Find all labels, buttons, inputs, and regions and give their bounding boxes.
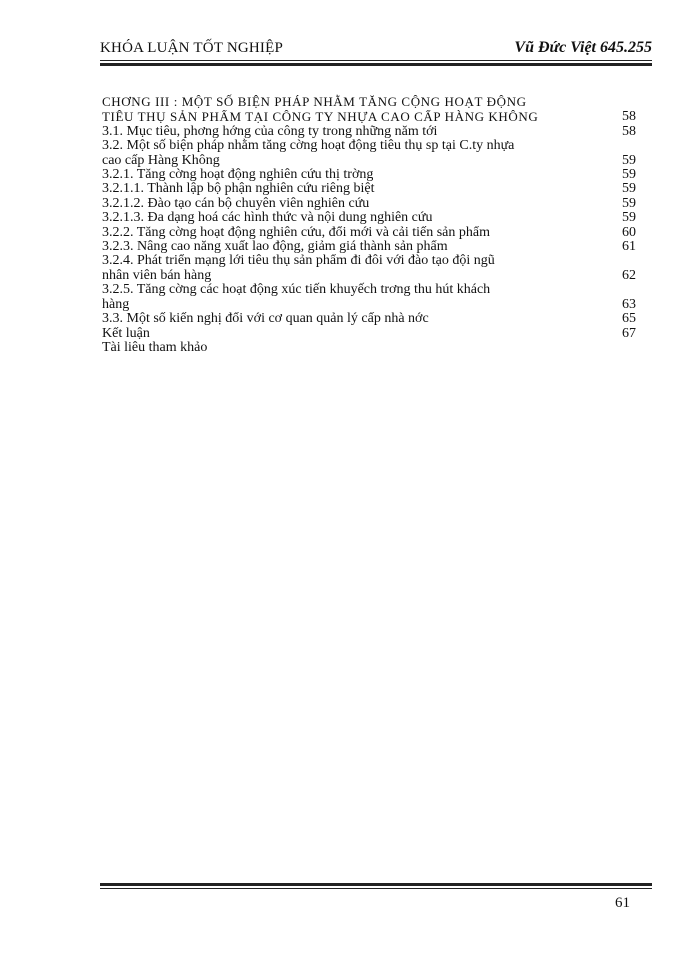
table-of-contents — [102, 95, 636, 355]
toc-entry-text: 3.2.2. Tăng cờng hoạt động nghiên cứu, đổi mới và cải tiến sản phẩm — [102, 225, 491, 240]
toc-entry-text: cao cấp Hàng Không — [102, 153, 220, 168]
toc-chapter-line1 — [102, 95, 636, 110]
toc-chapter-subtitle: TIÊU THỤ SẢN PHẨM TẠI CÔNG TY NHỰA CAO CẤP HÀNG KHÔNG — [102, 110, 539, 125]
header-author: Vũ Đức Việt 645.255 — [514, 39, 652, 56]
toc-entry — [102, 226, 636, 240]
toc-entry — [102, 327, 636, 341]
toc-chapter-title: CHƠNG III : MỘT SỐ BIỆN PHÁP NHẰM TĂNG CỘNG HOẠT ĐỘNG — [102, 94, 527, 109]
toc-entry — [102, 240, 636, 254]
toc-entry — [102, 125, 636, 139]
toc-entry-text: 3.2.1. Tăng cờng hoạt động nghiên cứu thị trờng — [102, 168, 374, 183]
toc-entry-text: 3.2.1.2. Đào tạo cán bộ chuyên viên nghiên cứu — [102, 196, 370, 211]
toc-entry-page: 59 — [622, 181, 636, 197]
toc-entry-page: 59 — [622, 195, 636, 211]
toc-entry — [102, 197, 636, 211]
toc-entry — [102, 182, 636, 196]
toc-entry-page: 61 — [622, 239, 636, 255]
toc-entry-text: 3.2.3. Nâng cao năng xuất lao động, giảm giá thành sản phẩm — [102, 240, 448, 255]
toc-entry-page: 60 — [622, 224, 636, 240]
toc-entry-text: 3.2.5. Tăng cờng các hoạt động xúc tiến khuyếch trơng thu hút khách — [102, 282, 491, 298]
toc-entry-text: hàng — [102, 297, 130, 312]
toc-entry-line1 — [102, 254, 636, 268]
toc-entry-line2 — [102, 154, 636, 168]
footer-rule-thin — [100, 888, 652, 889]
toc-chapter-line2 — [102, 110, 636, 124]
toc-entry-line2 — [102, 269, 636, 283]
toc-entry — [102, 211, 636, 225]
toc-entry-text: 3.2. Một số biện pháp nhằm tăng cờng hoạt động tiêu thụ sp tại C.ty nhựa — [102, 138, 515, 154]
toc-entry-line1 — [102, 283, 636, 297]
toc-entry-page: 62 — [622, 267, 636, 283]
toc-chapter-page: 58 — [622, 109, 636, 125]
header-rule-thick — [100, 63, 652, 66]
toc-entry-page: 67 — [622, 325, 636, 341]
header-rule-thin — [100, 60, 652, 61]
toc-entry-line1 — [102, 139, 636, 153]
page-number: 61 — [615, 895, 630, 911]
toc-entry-text: Kết luận — [102, 326, 150, 341]
toc-entry — [102, 312, 636, 326]
toc-entry-text: Tài liêu tham khảo — [102, 339, 208, 355]
toc-entry-page: 63 — [622, 296, 636, 312]
toc-entry-text: 3.2.1.1. Thành lập bộ phận nghiên cứu riêng biệt — [102, 182, 375, 197]
toc-entry-page: 58 — [622, 123, 636, 139]
toc-entry-text: 3.2.4. Phát triển mạng lới tiêu thụ sản phẩm đi đôi với đào tạo đội ngũ — [102, 253, 495, 269]
toc-entry-text: 3.3. Một số kiến nghị đối với cơ quan quản lý cấp nhà nớc — [102, 312, 429, 327]
toc-entry-text: 3.2.1.3. Đa dạng hoá các hình thức và nội dung nghiên cứu — [102, 211, 433, 226]
toc-entry-page: 59 — [622, 210, 636, 226]
footer-rule-thick — [100, 883, 652, 886]
toc-entry-page: 65 — [622, 311, 636, 327]
header-title: KHÓA LUẬN TỐT NGHIỆP — [100, 40, 284, 56]
toc-entry-text: 3.1. Mục tiêu, phơng hớng của công ty trong những năm tới — [102, 124, 438, 139]
toc-entry-text: nhân viên bán hàng — [102, 268, 212, 283]
toc-entry — [102, 168, 636, 182]
toc-entry-page: 59 — [622, 167, 636, 183]
toc-entry — [102, 341, 636, 355]
toc-entry-page: 59 — [622, 152, 636, 168]
toc-entry-line2 — [102, 298, 636, 312]
